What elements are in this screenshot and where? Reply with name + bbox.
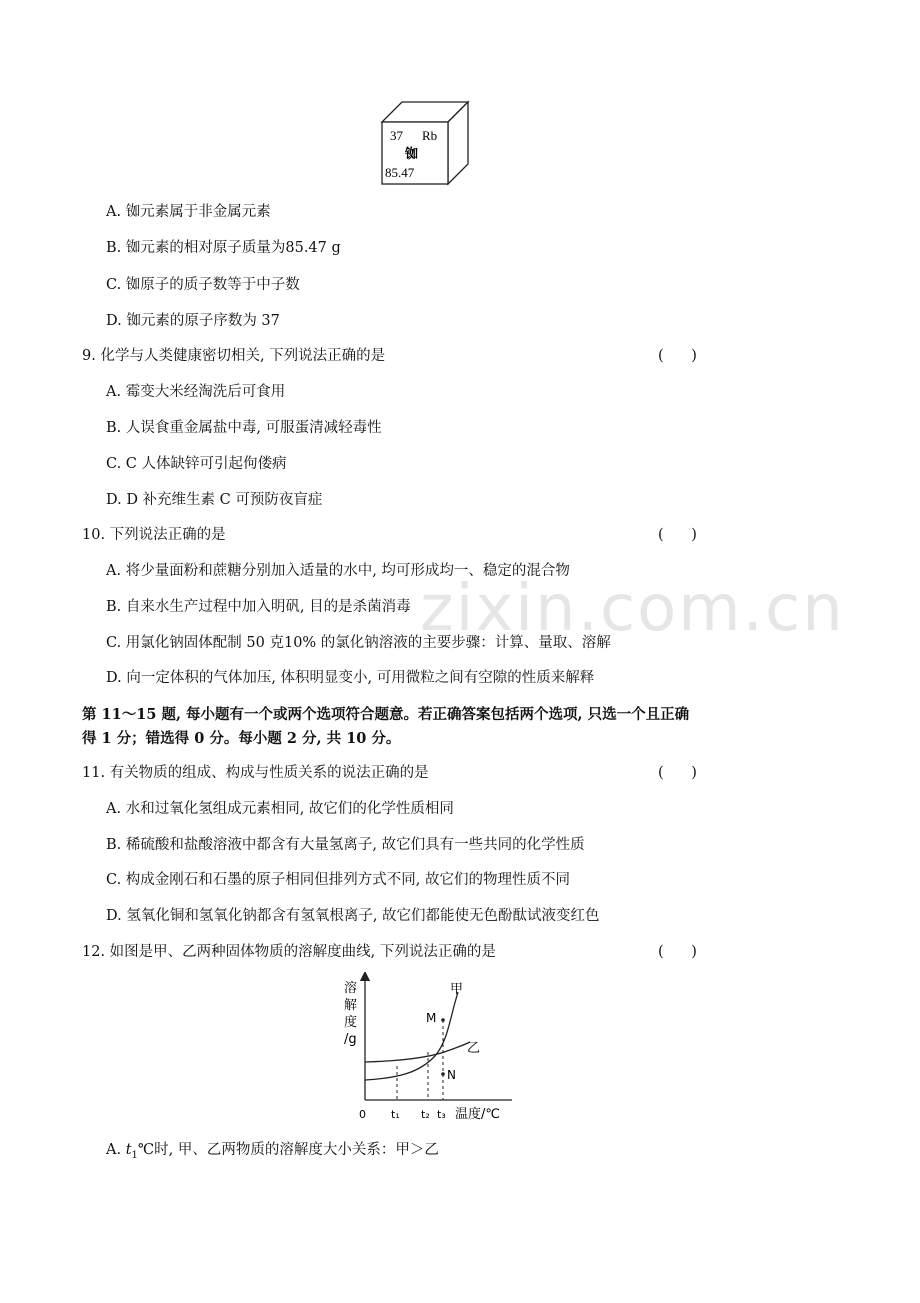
- point-n: [441, 1072, 445, 1076]
- x-tick-t3: t₃: [437, 1108, 446, 1121]
- q12-answer-paren: ( ): [658, 944, 697, 960]
- element-number: 37: [390, 128, 403, 143]
- q11-option-d: D. 氢氧化铜和氢氧化钠都含有氢氧根离子, 故它们都能使无色酚酞试液变红色: [106, 908, 600, 924]
- q9-option-c: C. C 人体缺锌可引起佝偻病: [106, 456, 287, 472]
- origin-label: 0: [359, 1108, 366, 1121]
- q12-option-a-var: t: [125, 1142, 132, 1158]
- y-label-char-1: 溶: [344, 981, 358, 996]
- q12-stem: 12. 如图是甲、乙两种固体物质的溶解度曲线, 下列说法正确的是: [82, 944, 496, 960]
- element-mass: 85.47: [385, 165, 415, 180]
- series-yi-label: 乙: [467, 1041, 481, 1056]
- section-note-line2: 得 1 分；错选得 0 分。每小题 2 分, 共 10 分。: [82, 730, 401, 747]
- series-jia-curve: [365, 992, 458, 1080]
- x-tick-t2: t₂: [421, 1108, 430, 1121]
- x-axis-label: 温度/℃: [455, 1107, 500, 1122]
- q10-stem: 10. 下列说法正确的是: [82, 527, 226, 543]
- q11-option-c: C. 构成金刚石和石墨的原子相同但排列方式不同, 故它们的物理性质不同: [106, 872, 571, 888]
- x-tick-t1: t₁: [391, 1108, 400, 1121]
- q9-answer-paren: ( ): [658, 348, 697, 364]
- section-note-line1: 第 11～15 题, 每小题有一个或两个选项符合题意。若正确答案包括两个选项, 只选一个且正确: [82, 706, 690, 723]
- element-name: 铷: [405, 146, 419, 161]
- q10-option-a: A. 将少量面粉和蔗糖分别加入适量的水中, 均可形成均一、稳定的混合物: [106, 563, 570, 579]
- point-m-label: M: [426, 1011, 437, 1025]
- series-jia-label: 甲: [450, 982, 464, 997]
- q9-option-b: B. 人误食重金属盐中毒, 可服蛋清减轻毒性: [106, 420, 382, 436]
- element-card: [380, 100, 470, 186]
- y-label-char-3: 度: [344, 1015, 358, 1030]
- solubility-chart: [340, 972, 530, 1127]
- point-n-label: N: [447, 1068, 456, 1082]
- q8-option-a: A. 铷元素属于非金属元素: [106, 204, 271, 220]
- y-label-char-2: 解: [344, 998, 358, 1013]
- point-m: [441, 1018, 445, 1022]
- watermark: zixin.com.cn: [420, 572, 845, 646]
- q11-stem: 11. 有关物质的组成、构成与性质关系的说法正确的是: [82, 765, 429, 781]
- q9-option-d: D. D 补充维生素 C 可预防夜盲症: [106, 492, 323, 508]
- q8-option-d: D. 铷元素的原子序数为 37: [106, 313, 280, 329]
- q11-answer-paren: ( ): [658, 765, 697, 781]
- q12-option-a: [106, 1140, 439, 1166]
- q11-option-a: A. 水和过氧化氢组成元素相同, 故它们的化学性质相同: [106, 801, 454, 817]
- q9-option-a: A. 霉变大米经淘洗后可食用: [106, 384, 286, 400]
- y-label-char-4: /g: [344, 1032, 357, 1047]
- q8-option-c: C. 铷原子的质子数等于中子数: [106, 277, 300, 293]
- q10-option-d: D. 向一定体积的气体加压, 体积明显变小, 可用微粒之间有空隙的性质来解释: [106, 670, 595, 686]
- element-symbol: Rb: [422, 128, 438, 143]
- q12-option-a-rest: ℃时, 甲、乙两物质的溶解度大小关系：甲＞乙: [137, 1142, 439, 1158]
- q10-option-c: C. 用氯化钠固体配制 50 克10% 的氯化钠溶液的主要步骤：计算、量取、溶解: [106, 635, 611, 651]
- q10-answer-paren: ( ): [658, 527, 697, 543]
- series-yi-curve: [365, 1042, 470, 1062]
- q9-stem: 9. 化学与人类健康密切相关, 下列说法正确的是: [82, 348, 386, 364]
- q10-option-b: B. 自来水生产过程中加入明矾, 目的是杀菌消毒: [106, 599, 411, 615]
- q12-option-a-prefix: A.: [106, 1142, 126, 1158]
- q12-option-a-sub: 1: [131, 1149, 138, 1161]
- q8-option-b: B. 铷元素的相对原子质量为85.47 g: [106, 240, 341, 256]
- q11-option-b: B. 稀硫酸和盐酸溶液中都含有大量氢离子, 故它们具有一些共同的化学性质: [106, 837, 585, 853]
